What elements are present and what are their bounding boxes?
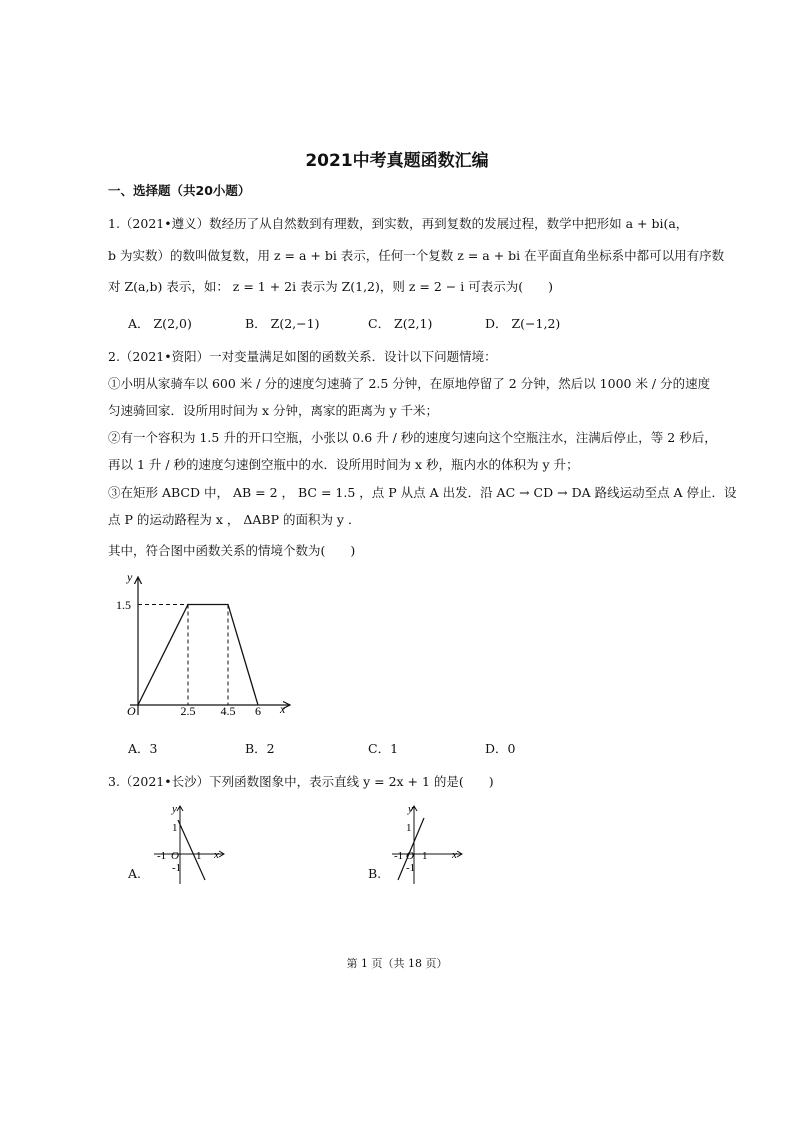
- q3-option-b-label: B.: [368, 866, 382, 881]
- q3-graph-a: [148, 800, 228, 885]
- page-footer: 第 1 页（共 18 页）: [346, 957, 448, 970]
- q2-line-5: 再以 1 升 / 秒的速度匀速倒空瓶中的水．设所用时间为 x 秒，瓶内水的体积为 y 升；: [108, 457, 579, 472]
- function-curve: [138, 605, 258, 706]
- q1-line-2: b 为实数）的数叫做复数，用 z = a + bi 表示，任何一个复数 z = a + bi 在平面直角坐标系中都可以用有序数: [108, 248, 725, 263]
- q2-line-8: 其中，符合图中函数关系的情境个数为( ): [108, 543, 356, 558]
- x-label: x: [452, 849, 457, 861]
- tick-neg1-x: -1: [394, 850, 404, 862]
- y-axis-label: y: [127, 570, 133, 584]
- section-heading: 一、选择题（共20小题）: [108, 183, 251, 198]
- x-tick-label-2: 4.5: [220, 704, 236, 718]
- q1-line-3: 对 Z(a,b) 表示，如： z = 1 + 2i 表示为 Z(1,2)，则 z = 2 − i 可表示为( ): [108, 279, 553, 294]
- q3-graph-b: [388, 800, 468, 885]
- q3-option-a-label: A.: [128, 866, 142, 881]
- q2-option-b: B．2: [245, 741, 275, 756]
- x-tick-label-1: 2.5: [180, 704, 196, 718]
- q2-line-7: 点 P 的运动路程为 x ， ΔABP 的面积为 y ．: [108, 512, 361, 527]
- y-label: y: [172, 803, 177, 815]
- q1-option-b: B． Z(2,−1): [245, 316, 320, 331]
- y-label: y: [408, 803, 413, 815]
- q2-function-graph: [100, 565, 300, 725]
- q1-option-c: C． Z(2,1): [368, 316, 433, 331]
- tick-neg1-x: -1: [157, 850, 167, 862]
- q2-line-3: 匀速骑回家．设所用时间为 x 分钟，离家的距离为 y 千米；: [108, 403, 439, 418]
- x-tick-label-3: 6: [255, 704, 261, 718]
- q1-line-1: 1.（2021•遵义）数经历了从自然数到有理数，到实数，再到复数的发展过程，数学中把形如 a + bi(a，: [108, 216, 689, 231]
- q1-option-d: D． Z(−1,2): [485, 316, 561, 331]
- q2-option-d: D．0: [485, 741, 516, 756]
- q1-option-a: A． Z(2,0): [128, 316, 192, 331]
- q2-line-6: ③在矩形 ABCD 中， AB = 2 ， BC = 1.5 ，点 P 从点 A 出发．沿 AC → CD → DA 路线运动至点 A 停止．设: [108, 485, 737, 500]
- q2-line-1: 2.（2021•资阳）一对变量满足如图的函数关系．设计以下问题情境：: [108, 349, 497, 364]
- q2-option-c: C．1: [368, 741, 399, 756]
- q2-line-2: ①小明从家骑车以 600 米 / 分的速度匀速骑了 2.5 分钟，在原地停留了 2 分钟，然后以 1000 米 / 分的速度: [108, 376, 711, 391]
- y-tick-label: 1.5: [116, 598, 131, 612]
- tick-1-y: 1: [172, 822, 178, 834]
- tick-1-x: 1: [422, 850, 428, 862]
- x-label: x: [214, 849, 219, 861]
- origin-label: O: [127, 704, 136, 718]
- tick-1-y: 1: [406, 822, 412, 834]
- tick-1-x: 1: [196, 850, 202, 862]
- origin-label: O: [171, 850, 179, 862]
- q3-line: 3.（2021•长沙）下列函数图象中，表示直线 y = 2x + 1 的是( ): [108, 774, 494, 789]
- page-title: 2021中考真题函数汇编: [305, 151, 489, 171]
- x-axis-label: x: [280, 702, 286, 716]
- q2-option-a: A．3: [128, 741, 158, 756]
- origin-label: O: [406, 850, 414, 862]
- tick-neg1-y: -1: [406, 862, 416, 874]
- tick-neg1-y: -1: [172, 862, 182, 874]
- q2-line-4: ②有一个容积为 1.5 升的开口空瓶，小张以 0.6 升 / 秒的速度匀速向这个空瓶注水，注满后停止，等 2 秒后，: [108, 430, 717, 445]
